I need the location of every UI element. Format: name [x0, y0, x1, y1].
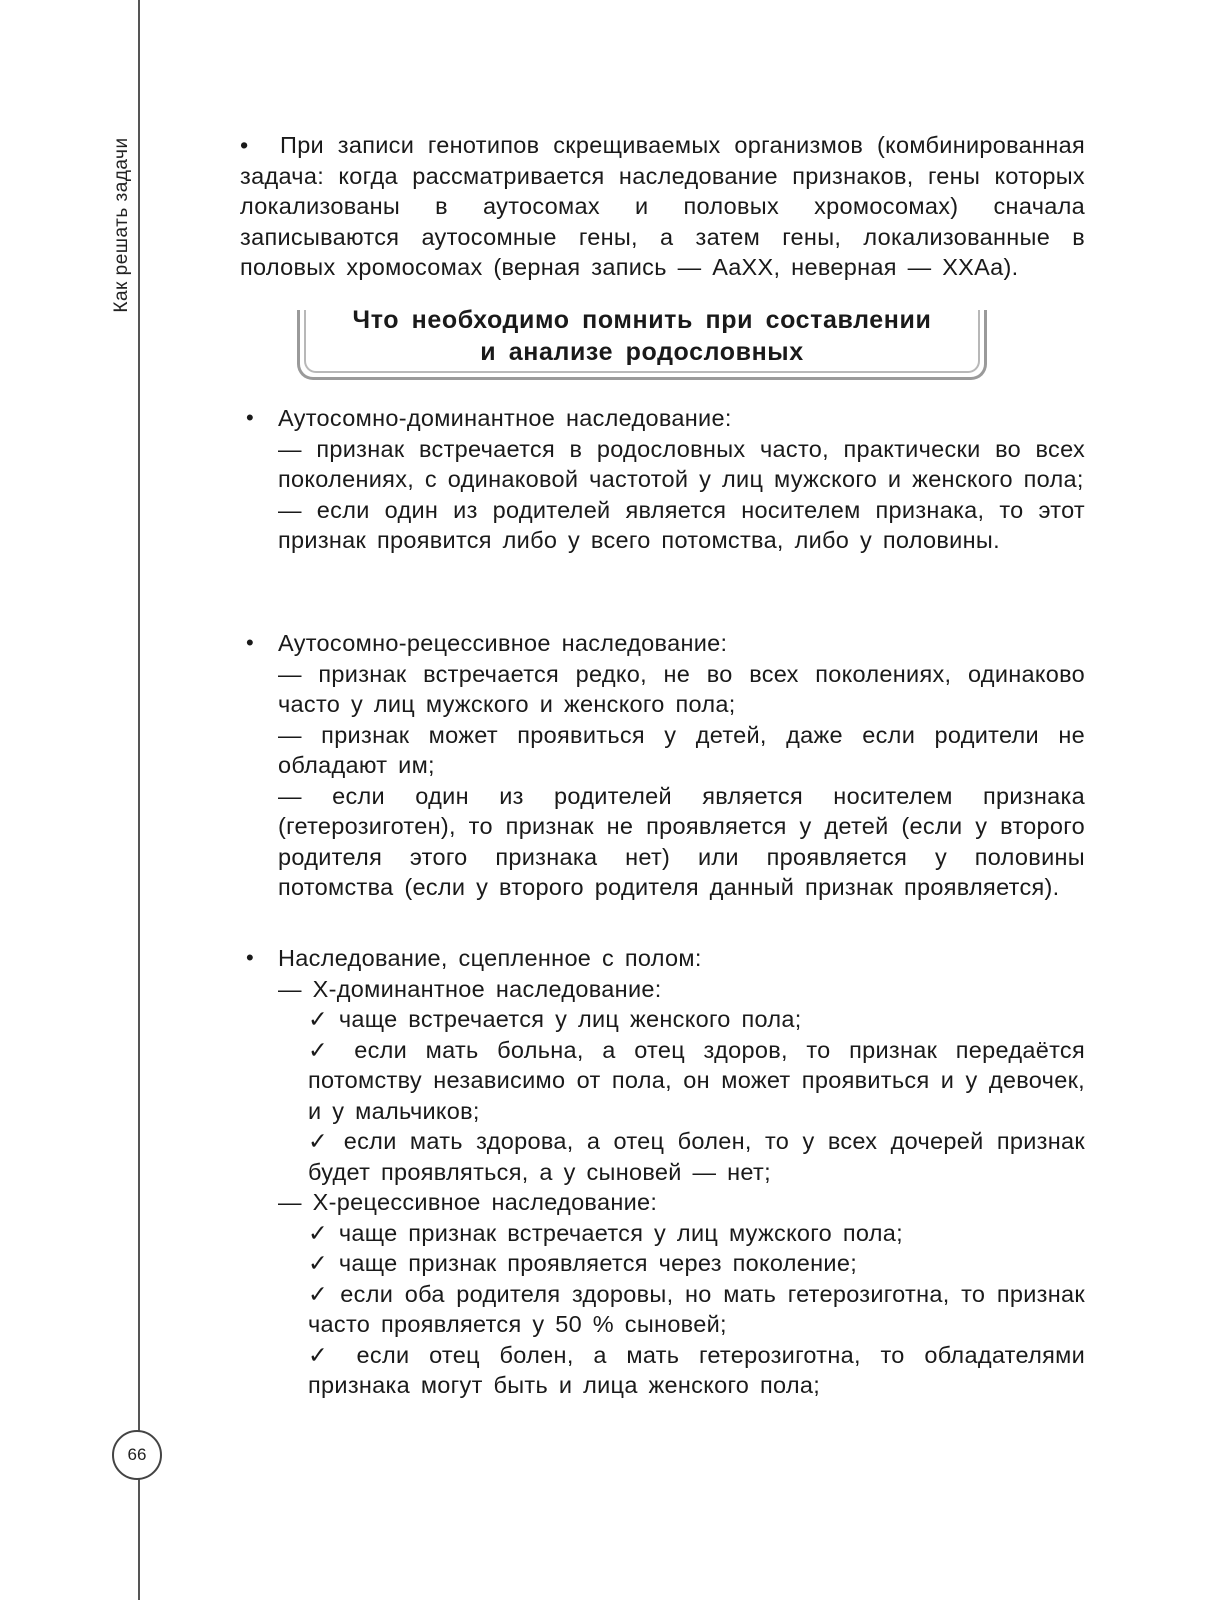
section-autosomal-dominant: [240, 403, 1085, 556]
margin-rule: [138, 0, 140, 1600]
intro-paragraph: [240, 130, 1085, 283]
subsection-label: — X-доминантное наследование:: [278, 975, 662, 1002]
list-item: — признак может проявиться у детей, даже если родители не обладают им;: [278, 721, 1085, 778]
section-title: Аутосомно-рецессивное наследование:: [278, 630, 728, 656]
section-title: Аутосомно-доминантное наследование:: [278, 405, 732, 431]
intro-text: При записи генотипов скрещиваемых организмов (комбинированная задача: когда рассматривается наследование признаков, гены которых локализованы в аутосомах и половых хромосомах) сначала записываются аутосомные гены, а затем гены, локализованные в половых хромосомах (верная запись — AaXX, неверная — XXAa).: [240, 132, 1085, 280]
list-item: — если один из родителей является носителем признака (гетерозиготен), то признак не проявляется у детей (если у второго родителя этого признака нет) или проявляется у половины потомства (если у второго родителя данный признак проявляется).: [278, 782, 1085, 900]
x-dominant-list: [308, 1004, 1085, 1187]
heading-line-1: Что необходимо помнить при составлении: [352, 306, 932, 334]
section-autosomal-recessive: [240, 628, 1085, 903]
check-item: ✓ чаще встречается у лиц женского пола;: [308, 1006, 802, 1032]
list-item: — если один из родителей является носителем признака, то этот признак проявится либо у всего потомства, либо у половины.: [278, 496, 1085, 553]
bullet-icon: •: [245, 405, 254, 430]
check-item: ✓ чаще признак встречается у лиц мужского пола;: [308, 1219, 903, 1246]
check-item: ✓ если отец болен, а мать гетерозиготна, то обладателями признака могут быть и лица женского пола;: [308, 1341, 1085, 1398]
check-item: ✓ если мать больна, а отец здоров, то признак передаётся потомству независимо от пола, он может проявиться и у девочек, и у мальчиков;: [308, 1036, 1085, 1124]
page-number: 66: [112, 1430, 162, 1480]
list-item: — признак встречается редко, не во всех поколениях, одинаково часто у лиц мужского и женского пола;: [278, 660, 1085, 717]
bullet-icon: •: [245, 630, 254, 655]
heading-line-2: и анализе родословных: [480, 338, 804, 366]
section-title: Наследование, сцепленное с полом:: [278, 945, 702, 971]
check-item: ✓ чаще признак проявляется через поколение;: [308, 1250, 858, 1276]
running-head-text: Как решать задачи: [111, 137, 132, 313]
check-item: ✓ если мать здорова, а отец болен, то у всех дочерей признак будет проявляться, а у сыновей — нет;: [308, 1128, 1085, 1185]
bullet-icon: •: [240, 132, 249, 158]
list-item: — признак встречается в родословных часто, практически во всех поколениях, с одинаковой частотой у лиц мужского и женского пола;: [278, 435, 1085, 492]
section-sex-linked: [240, 943, 1085, 1401]
subsection-label: — X-рецессивное наследование:: [278, 1189, 658, 1215]
check-item: ✓ если оба родителя здоровы, но мать гетерозиготна, то признак часто проявляется у 50 % сыновей;: [308, 1280, 1085, 1337]
bullet-icon: •: [245, 945, 254, 970]
x-recessive-list: [308, 1218, 1085, 1401]
section-heading: [297, 304, 987, 368]
